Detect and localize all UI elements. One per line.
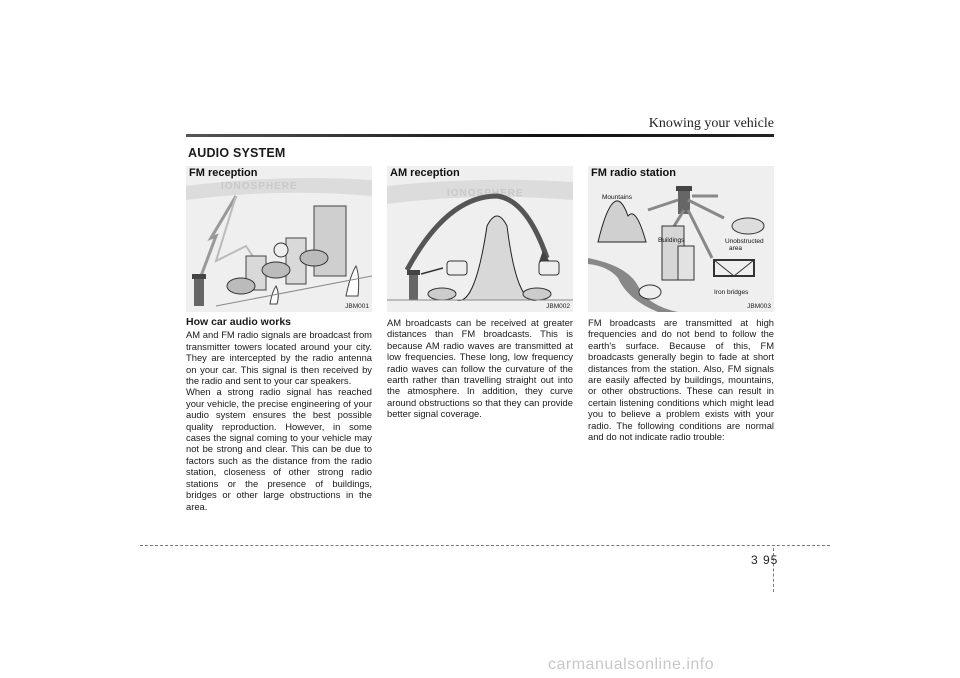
fm-reception-illustration — [186, 166, 372, 312]
figure-code: JBM003 — [747, 303, 771, 310]
am-reception-illustration — [387, 166, 573, 312]
footer-rule — [140, 545, 830, 546]
paragraph: AM broadcasts can be received at greater distances than FM broadcasts. This is because AM radio waves are transmitted at low frequencies. These long, low frequency radio waves can follow the curvature of the earth rather than travelling straight out into the atmosphere. In addition, they curve around obstructions so that they can provide better signal coverage. — [387, 317, 573, 420]
fm-radio-station-illustration — [588, 166, 774, 312]
how-car-audio-works-heading: How car audio works — [186, 316, 292, 328]
unobstructed-label: Unobstructed — [725, 238, 764, 245]
column-3-text — [588, 317, 774, 442]
buildings-label: Buildings — [658, 237, 685, 244]
iron-bridges-label: Iron bridges — [714, 289, 749, 296]
figure-am-reception — [387, 166, 573, 312]
ionosphere-label: IONOSPHERE — [447, 188, 524, 199]
paragraph: FM broadcasts are transmitted at high frequencies and do not bend to follow the earth's surface. Because of this, FM broadcasts generally begin to fade at short distances from the station. Also, FM signals are easily affected by buildings, mountains, or other obstructions. These can result in certain listening conditions which might lead you to believe a problem exists with your radio. The following conditions are normal and do not indicate radio trouble: — [588, 317, 774, 443]
section-title: AUDIO SYSTEM — [188, 146, 286, 160]
watermark: carmanualsonline.info — [548, 656, 715, 673]
mountains-label: Mountains — [602, 194, 632, 201]
figure-title: FM radio station — [591, 167, 676, 179]
figure-fm-reception — [186, 166, 372, 312]
area-label: area — [729, 245, 743, 252]
figure-title: FM reception — [189, 167, 258, 179]
column-1-text — [186, 317, 372, 512]
ionosphere-label: IONOSPHERE — [221, 181, 298, 192]
page-number: 3 95 — [751, 553, 779, 567]
figure-title: AM reception — [390, 167, 460, 179]
column-2-text — [387, 317, 573, 420]
running-header: Knowing your vehicle — [648, 116, 774, 131]
figure-code: JBM001 — [345, 303, 369, 310]
figure-fm-radio-station — [588, 166, 774, 312]
paragraph: When a strong radio signal has reached your vehicle, the precise engineering of your audio system ensures the best possible quality reproduction. However, in some cases the signal coming to your vehicle may not be strong and clear. This can be due to factors such as the distance from the radio station, closeness of other strong radio stations or the presence of buildings, bridges or other large obstructions in the area. — [186, 386, 372, 512]
figure-code: JBM002 — [546, 303, 570, 310]
paragraph: AM and FM radio signals are broadcast from transmitter towers located around your city. They are intercepted by the radio antenna on your car. This signal is then received by the radio and sent to your car speakers. — [186, 329, 372, 387]
header-rule — [186, 134, 774, 137]
